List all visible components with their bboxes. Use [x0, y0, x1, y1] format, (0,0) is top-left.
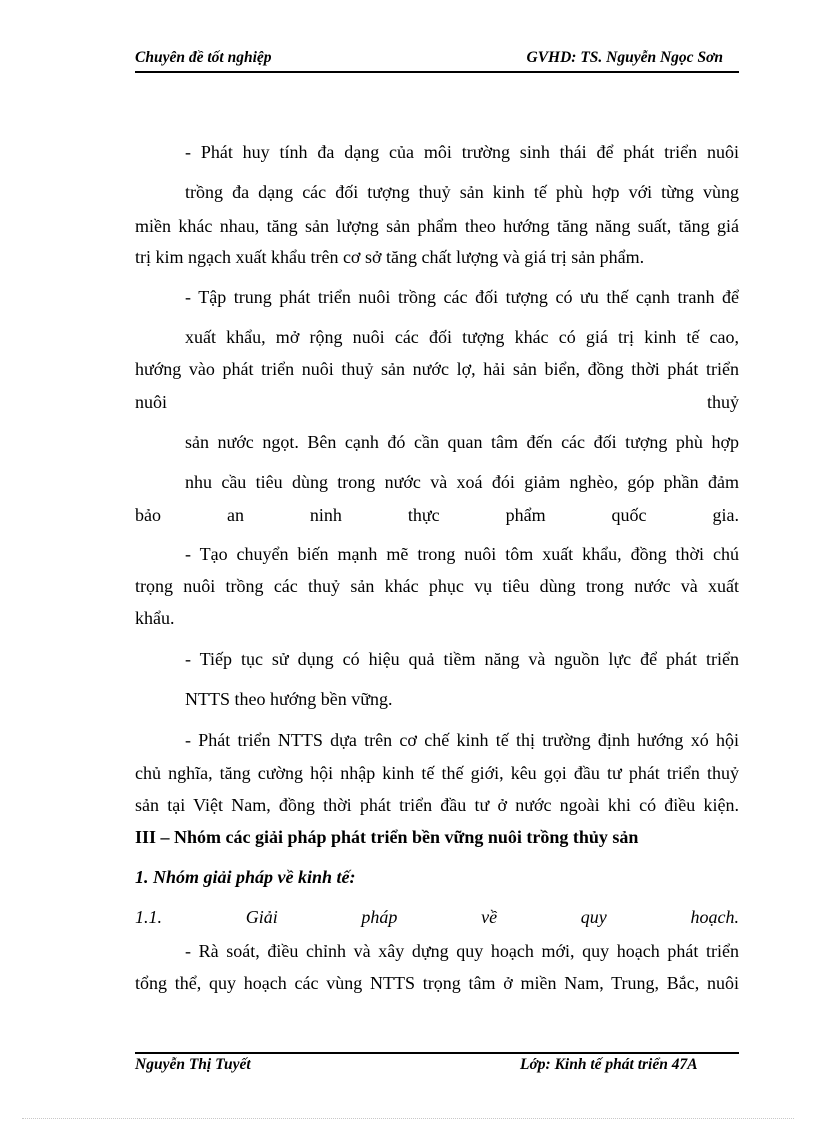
page-edge-dots [22, 1118, 794, 1119]
text-line: bảo an ninh thực phẩm quốc gia. [135, 505, 739, 525]
text-line: tổng thể, quy hoạch các vùng NTTS trọng tâm ở miền Nam, Trung, Bắc, nuôi [135, 973, 739, 993]
text-line: trọng nuôi trồng các thuỷ sản khác phục vụ tiêu dùng trong nước và xuất [135, 576, 739, 596]
text-line: - Tạo chuyển biến mạnh mẽ trong nuôi tôm xuất khẩu, đồng thời chú [185, 544, 739, 564]
footer-left: Nguyễn Thị Tuyết [135, 1056, 251, 1073]
text-line: miền khác nhau, tăng sản lượng sản phẩm theo hướng tăng năng suất, tăng giá [135, 216, 739, 236]
footer-right: Lớp: Kinh tế phát triển 47A [520, 1056, 698, 1073]
text-line: - Tập trung phát triển nuôi trồng các đối tượng có ưu thế cạnh tranh để [185, 287, 739, 307]
text-line: nhu cầu tiêu dùng trong nước và xoá đói giảm nghèo, góp phần đảm [185, 472, 739, 492]
text-line: - Phát triển NTTS dựa trên cơ chế kinh tế thị trường định hướng xó hội [185, 730, 739, 750]
section-heading: III – Nhóm các giải pháp phát triển bền vững nuôi trồng thủy sản [135, 827, 639, 847]
text-line: thuỷ [706, 392, 739, 412]
text-line: - Rà soát, điều chỉnh và xây dựng quy hoạch mới, quy hoạch phát triển [185, 941, 739, 961]
text-line: xuất khẩu, mở rộng nuôi các đối tượng khác có giá trị kinh tế cao, [185, 327, 739, 347]
text-line: sản nước ngọt. Bên cạnh đó cần quan tâm đến các đối tượng phù hợp [185, 432, 739, 452]
page-header [135, 47, 739, 73]
header-left: Chuyên đề tốt nghiệp [135, 49, 272, 66]
text-line: chủ nghĩa, tăng cường hội nhập kinh tế thế giới, kêu gọi đầu tư phát triển thuỷ [135, 763, 739, 783]
text-line: trồng đa dạng các đối tượng thuỷ sản kinh tế phù hợp với từng vùng [185, 182, 739, 202]
footer-rule [135, 1052, 739, 1054]
text-line: nuôi [135, 392, 168, 412]
subsection-heading: 1.1. Giải pháp về quy hoạch. [135, 907, 739, 927]
text-line: trị kim ngạch xuất khẩu trên cơ sở tăng chất lượng và giá trị sản phẩm. [135, 247, 645, 267]
text-line: khẩu. [135, 608, 175, 628]
subsection-heading: 1. Nhóm giải pháp về kinh tế: [135, 867, 356, 887]
text-line: - Tiếp tục sử dụng có hiệu quả tiềm năng và nguồn lực để phát triển [185, 649, 739, 669]
text-line: - Phát huy tính đa dạng của môi trường sinh thái để phát triển nuôi [185, 142, 739, 162]
text-line: hướng vào phát triển nuôi thuỷ sản nước lợ, hải sản biển, đồng thời phát triển [135, 359, 739, 379]
header-right: GVHD: TS. Nguyễn Ngọc Sơn [526, 49, 723, 66]
text-line: sản tại Việt Nam, đồng thời phát triển đầu tư ở nước ngoài khi có điều kiện. [135, 795, 739, 815]
text-line: NTTS theo hướng bền vững. [185, 689, 393, 709]
